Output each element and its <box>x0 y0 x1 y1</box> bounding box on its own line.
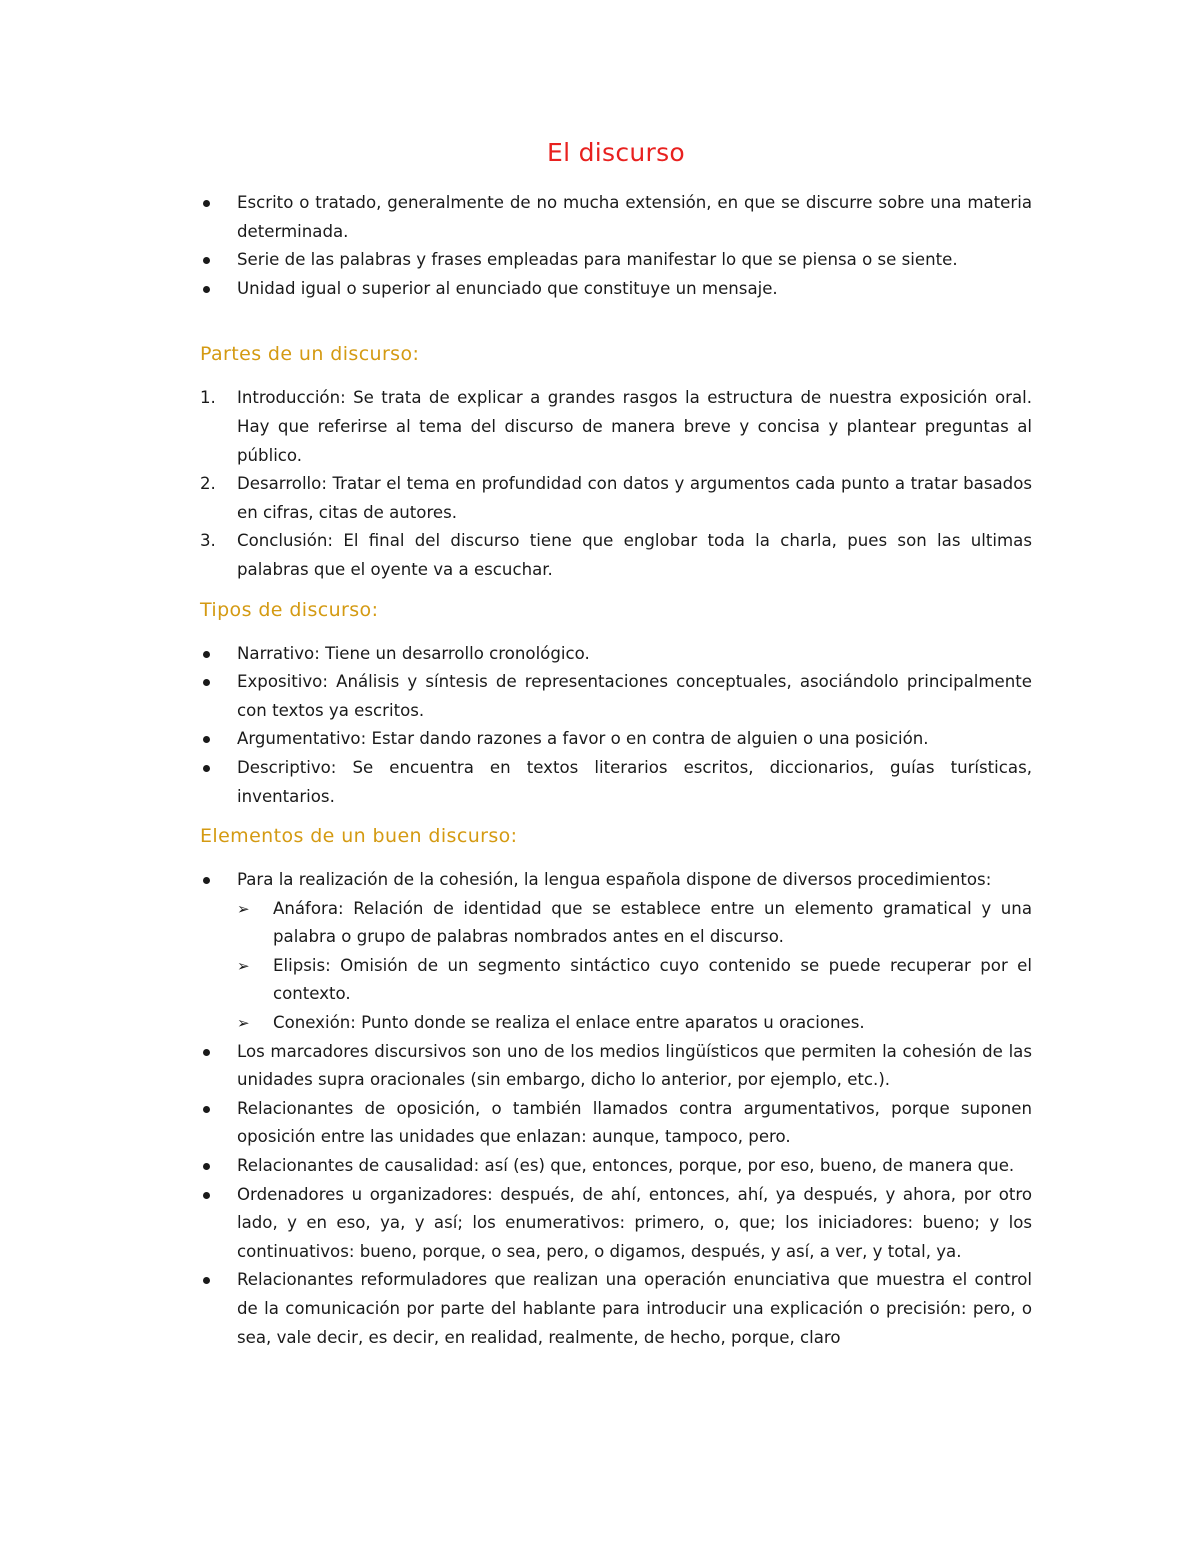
item-term: Conclusión: <box>237 531 334 551</box>
item-term: Desarrollo: <box>237 474 327 494</box>
item-text: Estar dando razones a favor o en contra de alguien o una posición. <box>366 729 929 749</box>
arrow-bullet-icon: ➢ <box>237 956 250 975</box>
sub-item <box>237 895 1032 952</box>
tipos-list <box>200 640 1032 812</box>
partes-item <box>200 527 1032 584</box>
item-text: Relación de identidad que se establece entre un elemento gramatical y una palabra o grupo de palabras nombrados antes en el discurso. <box>273 898 1032 947</box>
heading-elementos: Elementos de un buen discurso: <box>200 825 518 848</box>
tipos-item <box>200 754 1032 811</box>
item-term: Anáfora: <box>273 898 344 918</box>
elementos-item: Los marcadores discursivos son uno de los medios lingüísticos que permiten la cohesión de las unidades supra oracionales (sin embargo, dicho lo anterior, por ejemplo, etc.). <box>200 1038 1032 1095</box>
heading-tipos: Tipos de discurso: <box>200 598 379 621</box>
tipos-item <box>200 725 1032 754</box>
partes-item <box>200 384 1032 470</box>
list-number: 3. <box>200 531 216 551</box>
item-text: Para la realización de la cohesión, la lengua española dispone de diversos procedimientos: <box>237 870 992 890</box>
arrow-bullet-icon: ➢ <box>237 899 250 918</box>
item-text: El final del discurso tiene que englobar toda la charla, pues son las ultimas palabras que el oyente va a escuchar. <box>237 531 1032 579</box>
item-term: Elipsis: <box>273 955 331 975</box>
elementos-item: Relacionantes de oposición, o también llamados contra argumentativos, porque suponen oposición entre las unidades que enlazan: aunque, tampoco, pero. <box>200 1095 1032 1152</box>
item-term: Argumentativo: <box>237 729 367 749</box>
heading-partes: Partes de un discurso: <box>200 343 420 366</box>
elementos-list <box>200 866 1032 1352</box>
list-number: 2. <box>200 474 216 494</box>
definition-item: Unidad igual o superior al enunciado que constituye un mensaje. <box>200 275 1032 304</box>
item-term: Expositivo: <box>237 672 328 692</box>
definition-item: Escrito o tratado, generalmente de no mucha extensión, en que se discurre sobre una materia determinada. <box>200 189 1032 246</box>
cohesion-sub-list <box>237 895 1032 1038</box>
tipos-item <box>200 668 1032 725</box>
item-term: Narrativo: <box>237 643 320 663</box>
sub-item <box>237 1009 1032 1038</box>
partes-item <box>200 470 1032 527</box>
elementos-item: Ordenadores u organizadores: después, de ahí, entonces, ahí, ya después, y ahora, por otro lado, y en eso, ya, y así; los enumerativos: primero, o, que; los iniciadores: bueno; y los continuativos: bueno, porque, o sea, pero, o digamos, después, y así, a ver, y total, ya. <box>200 1181 1032 1267</box>
item-text: Omisión de un segmento sintáctico cuyo contenido se puede recuperar por el contexto. <box>273 955 1032 1004</box>
definition-list <box>200 189 1032 303</box>
item-term: Introducción: <box>237 388 346 408</box>
document-title: El discurso <box>546 138 686 167</box>
elementos-item <box>200 866 1032 1038</box>
item-text: Análisis y síntesis de representaciones conceptuales, asociándolo principalmente con textos ya escritos. <box>237 672 1032 720</box>
item-text: Tratar el tema en profundidad con datos y argumentos cada punto a tratar basados en cifras, citas de autores. <box>237 474 1032 522</box>
definition-item: Serie de las palabras y frases empleadas para manifestar lo que se piensa o se siente. <box>200 246 1032 275</box>
list-number: 1. <box>200 388 216 408</box>
item-text: Tiene un desarrollo cronológico. <box>319 643 590 663</box>
tipos-item <box>200 640 1032 669</box>
item-text: Se trata de explicar a grandes rasgos la estructura de nuestra exposición oral. Hay que referirse al tema del discurso de manera breve y concisa y plantear preguntas al público. <box>237 388 1032 465</box>
sub-item <box>237 952 1032 1009</box>
arrow-bullet-icon: ➢ <box>237 1014 250 1033</box>
elementos-item: Relacionantes reformuladores que realizan una operación enunciativa que muestra el control de la comunicación por parte del hablante para introducir una explicación o precisión: pero, o sea, vale decir, es decir, en realidad, realmente, de hecho, porque, claro <box>200 1266 1032 1352</box>
item-term: Descriptivo: <box>237 757 337 777</box>
item-text: Se encuentra en textos literarios escritos, diccionarios, guías turísticas, inventarios. <box>237 757 1032 806</box>
partes-list <box>200 384 1032 584</box>
item-text: Punto donde se realiza el enlace entre aparatos u oraciones. <box>355 1013 865 1033</box>
item-term: Conexión: <box>273 1013 356 1033</box>
document-body <box>200 138 1032 1352</box>
elementos-item: Relacionantes de causalidad: así (es) que, entonces, porque, por eso, bueno, de manera que. <box>200 1152 1032 1181</box>
